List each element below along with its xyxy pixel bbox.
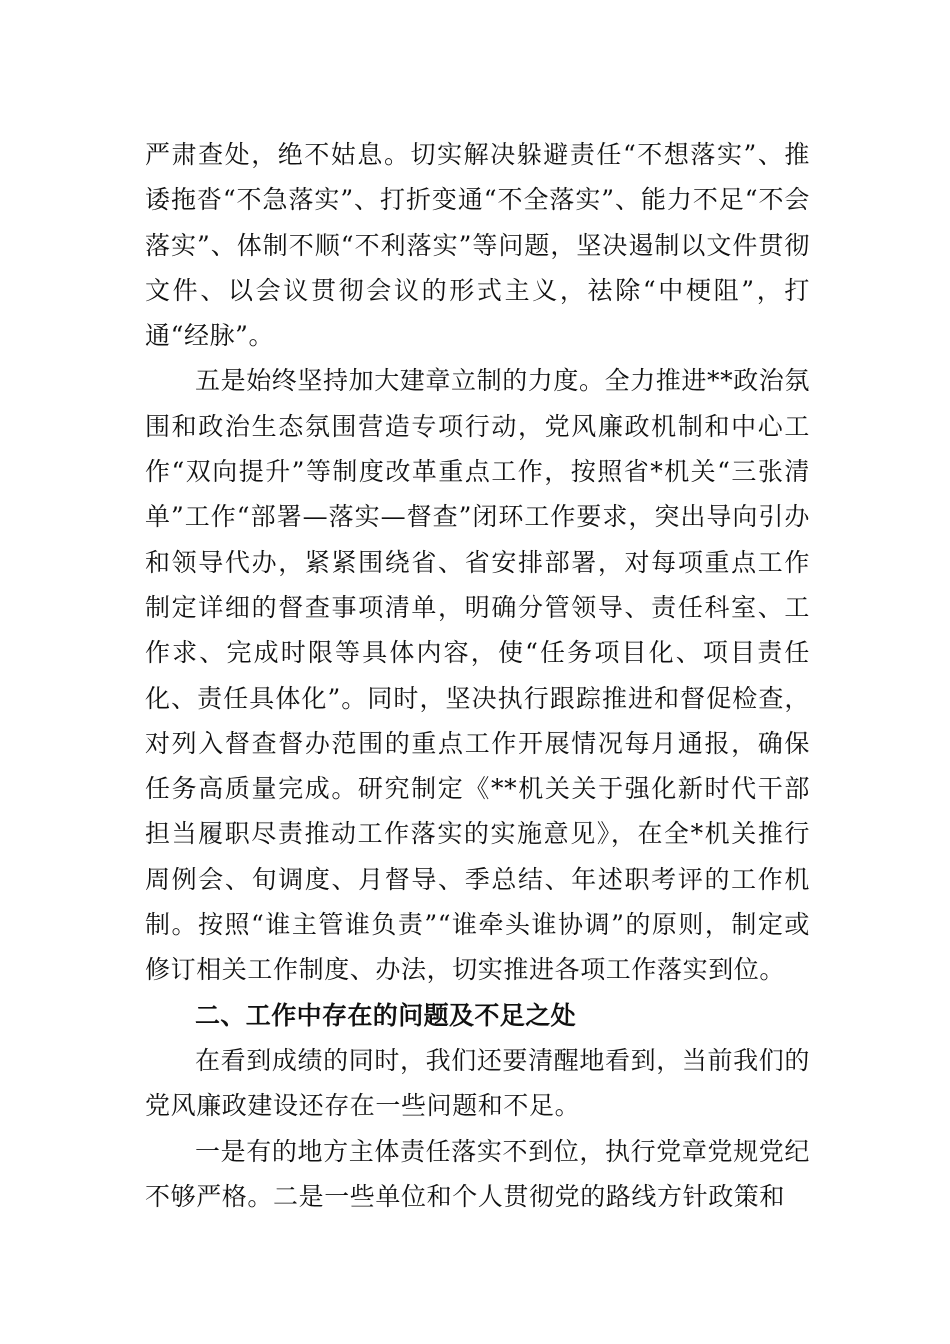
paragraph-intro-problems: 在看到成绩的同时，我们还要清醒地看到，当前我们的党风廉政建设还存在一些问题和不足。 (145, 1045, 810, 1121)
paragraph-continuation: 严肃查处，绝不姑息。切实解决躲避责任“不想落实”、推诿拖沓“不急落实”、打折变通“不全落实”、能力不足“不会落实”、体制不顺“不利落实”等问题，坚决遏制以文件贯彻文件、以会议贯彻会议的形式主义，祛除“中梗阻”，打通“经脉”。 (145, 140, 810, 351)
section-heading-problems: 二、工作中存在的问题及不足之处 (195, 1000, 577, 1030)
paragraph-point-five: 五是始终坚持加大建章立制的力度。全力推进**政治氛围和政治生态氛围营造专项行动，党风廉政机制和中心工作“双向提升”等制度改革重点工作，按照省*机关“三张清单”工作“部署—落实—督查”闭环工作要求，突出导向引办和领导代办，紧紧围绕省、省安排部署，对每项重点工作制定详细的督查事项清单，明确分管领导、责任科室、工作求、完成时限等具体内容，使“任务项目化、项目责任化、责任具体化”。同时，坚决执行跟踪推进和督促检查，对列入督查督办范围的重点工作开展情况每月通报，确保任务高质量完成。研究制定《**机关关于强化新时代干部担当履职尽责推动工作落实的实施意见》，在全*机关推行周例会、旬调度、月督导、季总结、年述职考评的工作机制。按照“谁主管谁负责”“谁牵头谁协调”的原则，制定或修订相关工作制度、办法，切实推进各项工作落实到位。 (145, 366, 811, 985)
document-body (145, 132, 810, 1219)
paragraph-problem-list: 一是有的地方主体责任落实不到位，执行党章党规党纪不够严格。二是一些单位和个人贯彻党的路线方针政策和 (145, 1136, 810, 1211)
